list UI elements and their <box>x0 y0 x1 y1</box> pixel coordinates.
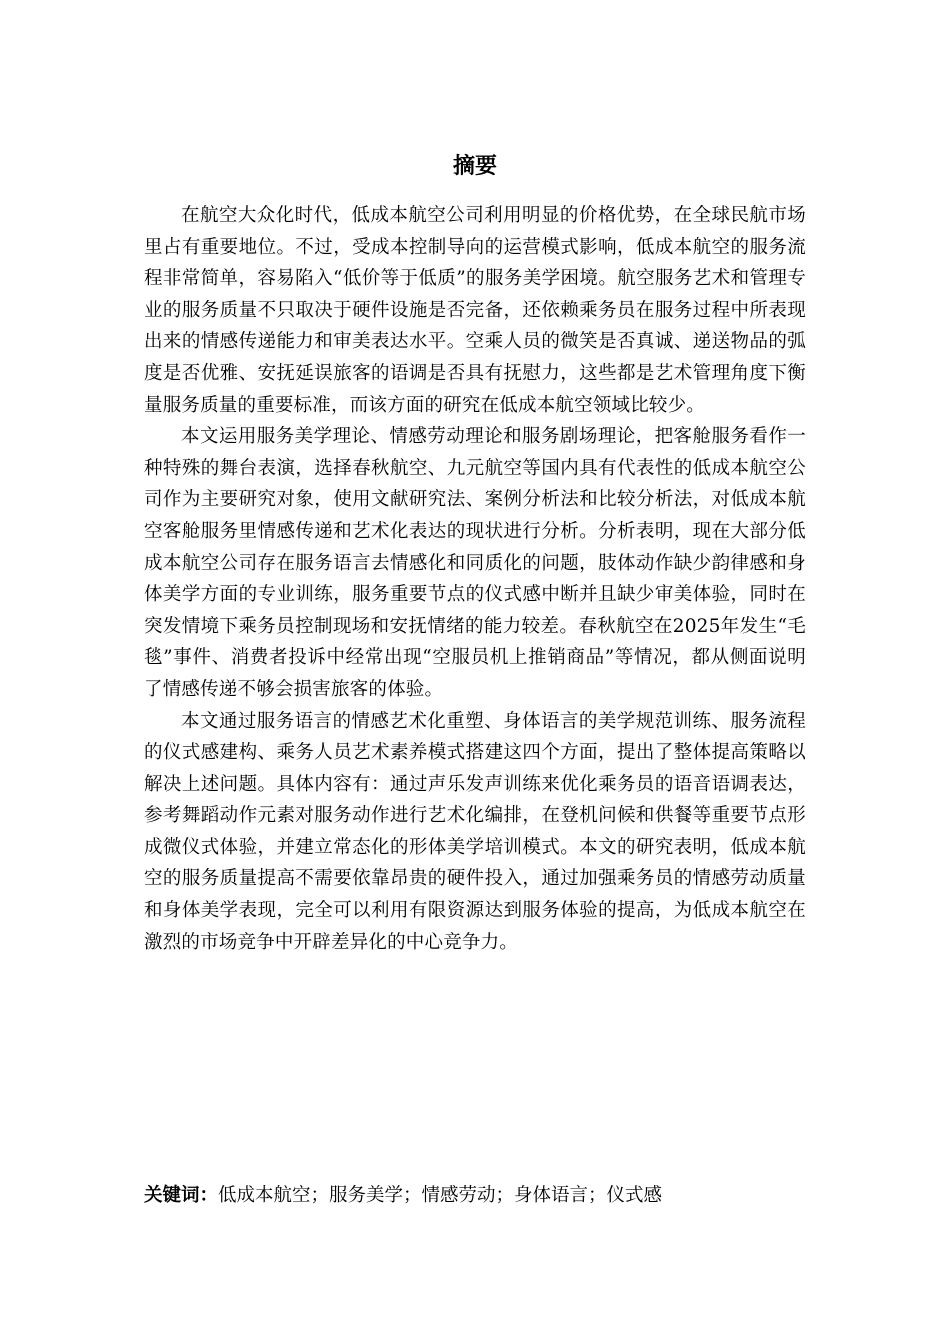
abstract-paragraph-1: 在航空大众化时代，低成本航空公司利用明显的价格优势，在全球民航市场里占有重要地位。不过，受成本控制导向的运营模式影响，低成本航空的服务流程非常简单，容易陷入“低价等于低质”的服务美学困境。航空服务艺术和管理专业的服务质量不只取决于硬件设施是否完备，还依赖乘务员在服务过程中所表现出来的情感传递能力和审美表达水平。空乘人员的微笑是否真诚、递送物品的弧度是否优雅、安抚延误旅客的语调是否具有抚慰力，这些都是艺术管理角度下衡量服务质量的重要标准，而该方面的研究在低成本航空领域比较少。 <box>144 205 806 416</box>
abstract-body <box>144 200 806 958</box>
abstract-paragraph-2: 本文运用服务美学理论、情感劳动理论和服务剧场理论，把客舱服务看作一种特殊的舞台表演，选择春秋航空、九元航空等国内具有代表性的低成本航空公司作为主要研究对象，使用文献研究法、案例分析法和比较分析法，对低成本航空客舱服务里情感传递和艺术化表达的现状进行分析。分析表明，现在大部分低成本航空公司存在服务语言去情感化和同质化的问题，肢体动作缺少韵律感和身体美学方面的专业训练，服务重要节点的仪式感中断并且缺少审美体验，同时在突发情境下乘务员控制现场和安抚情绪的能力较差。春秋航空在2025年发生“毛毯”事件、消费者投诉中经常出现“空服员机上推销商品”等情况，都从侧面说明了情感传递不够会损害旅客的体验。 <box>144 426 806 700</box>
abstract-paragraph-3: 本文通过服务语言的情感艺术化重塑、身体语言的美学规范训练、服务流程的仪式感建构、乘务人员艺术素养模式搭建这四个方面，提出了整体提高策略以解决上述问题。具体内容有：通过声乐发声训练来优化乘务员的语音语调表达，参考舞蹈动作元素对服务动作进行艺术化编排，在登机问候和供餐等重要节点形成微仪式体验，并建立常态化的形体美学培训模式。本文的研究表明，低成本航空的服务质量提高不需要依靠昂贵的硬件投入，通过加强乘务员的情感劳动质量和身体美学表现，完全可以利用有限资源达到服务体验的提高，为低成本航空在激烈的市场竞争中开辟差异化的中心竞争力。 <box>144 710 806 953</box>
keywords-text: 低成本航空；服务美学；情感劳动；身体语言；仪式感 <box>218 1185 663 1206</box>
keywords-line <box>144 1180 806 1211</box>
keywords-label: 关键词： <box>144 1185 219 1206</box>
page-title: 摘要 <box>452 154 497 179</box>
